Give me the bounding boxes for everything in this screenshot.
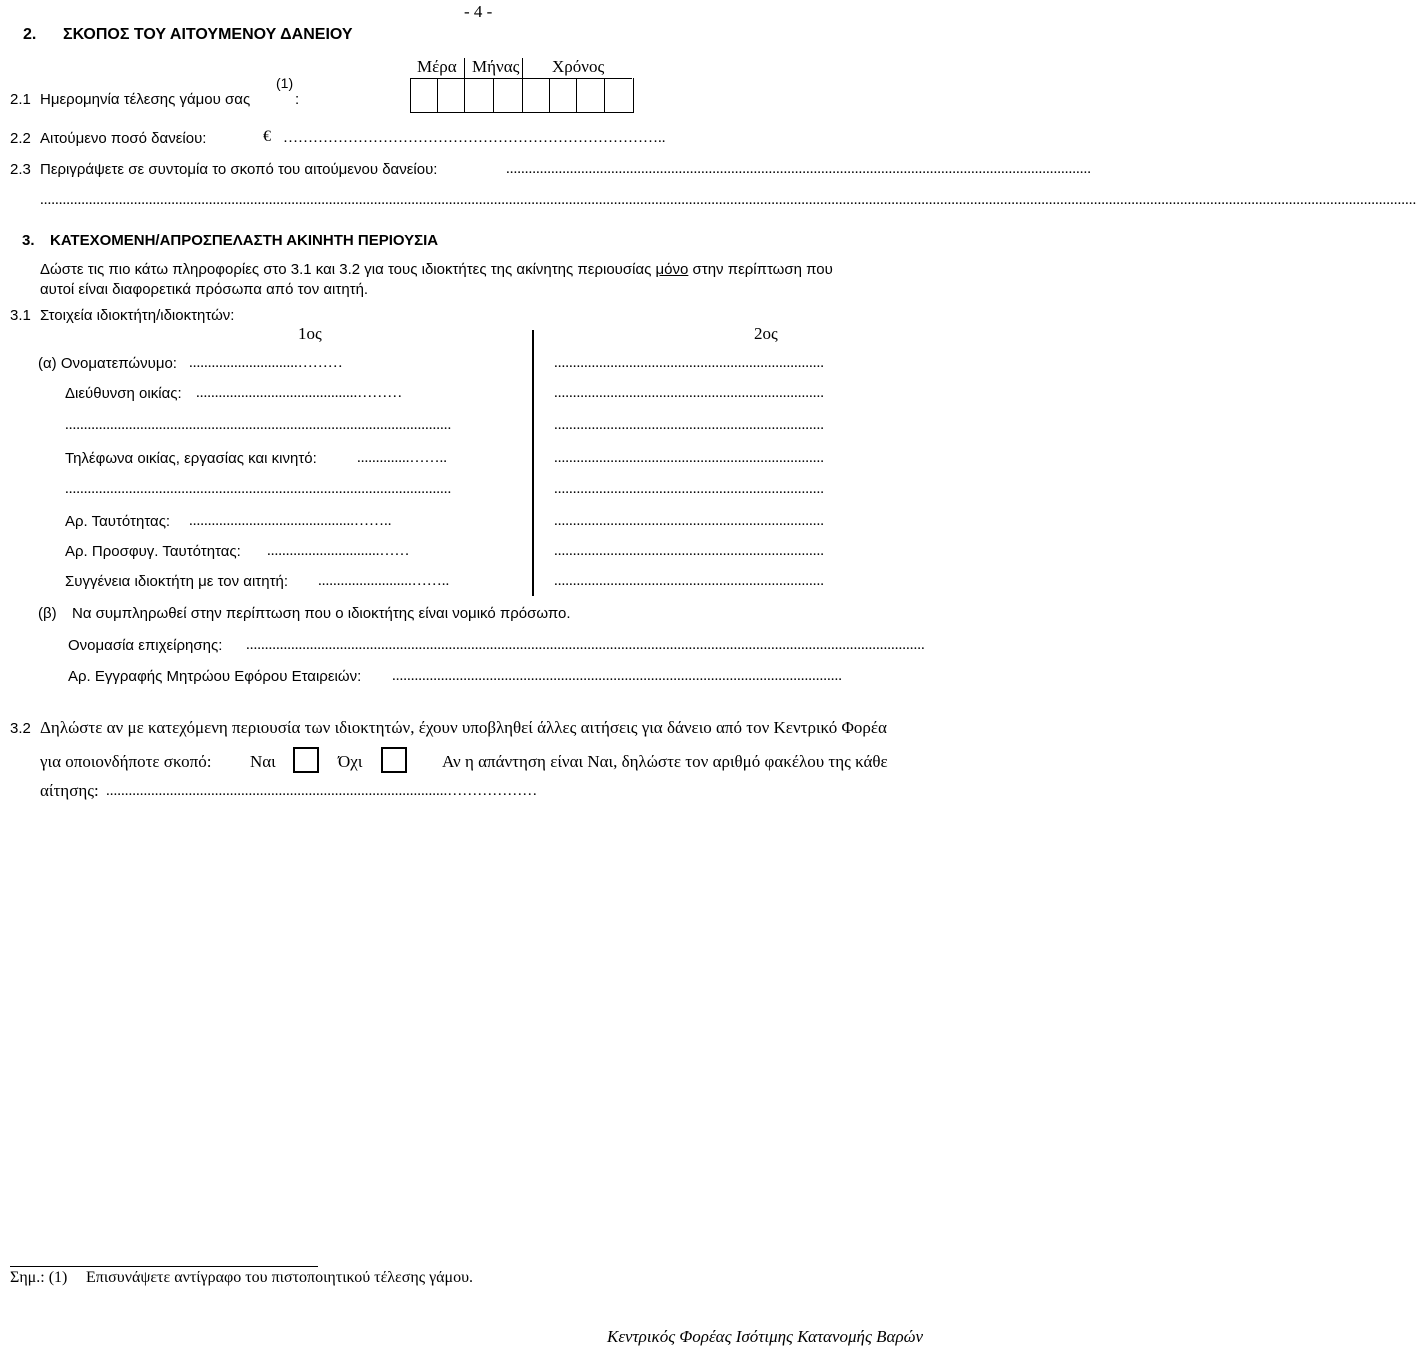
owner-field-label: Αρ. Προσφυγ. Ταυτότητας: xyxy=(65,543,241,560)
owner-2-relation-field[interactable]: ........................................................................ xyxy=(554,573,824,589)
footnote-label: Σημ.: (1) xyxy=(10,1269,68,1286)
footer-organization: Κεντρικός Φορέας Ισότιμης Κατανομής Βαρών xyxy=(607,1327,924,1346)
purpose-field[interactable]: ............................................................................................................................................................ xyxy=(506,161,1091,177)
purpose-continuation-field[interactable]: ............................................................................................................................................................................................................................................................................................................................................................................... xyxy=(40,192,1416,208)
item-b-marker: (β) xyxy=(38,605,57,622)
date-day-digit-1[interactable] xyxy=(410,78,438,113)
owner-2-refugee-id-field[interactable]: ........................................................................ xyxy=(554,543,824,559)
item-3-2-text: Δηλώστε αν με κατεχόμενη περιουσία των ιδιοκτητών, έχουν υποβληθεί άλλες αιτήσεις για δάνειο από τον Κεντρικό Φορέα xyxy=(40,718,887,737)
item-2-3-label: Περιγράψετε σε συντομία το σκοπό του αιτούμενου δανείου: xyxy=(40,161,438,178)
no-label: Όχι xyxy=(338,752,363,771)
date-year-digit-2[interactable] xyxy=(549,78,577,113)
business-name-field[interactable]: ..................................................................................................................................................................................... xyxy=(246,637,925,653)
item-2-1-label: Ημερομηνία τέλεσης γάμου σας (1) : xyxy=(40,75,300,108)
registry-number-field[interactable]: ........................................................................................................................ xyxy=(392,668,842,684)
item-2-2-number: 2.2 xyxy=(10,130,31,147)
owner-1-relation-field[interactable]: .........................…….. xyxy=(318,573,450,589)
owner-1-address-field[interactable]: ...........................................……… xyxy=(196,385,403,401)
date-day-digit-2[interactable] xyxy=(437,78,465,113)
owner-1-address-continuation-field[interactable]: ....................................................................................................... xyxy=(65,417,452,433)
item-3-2-number: 3.2 xyxy=(10,720,31,737)
owner-2-name-field[interactable]: ........................................................................ xyxy=(554,355,824,371)
item-3-1-label: Στοιχεία ιδιοκτήτη/ιδιοκτητών: xyxy=(40,307,235,324)
date-month-header: Μήνας xyxy=(472,57,520,76)
item-3-1-number: 3.1 xyxy=(10,307,31,324)
owner-2-id-field[interactable]: ........................................................................ xyxy=(554,513,824,529)
section-3-intro-line-2: αυτοί είναι διαφορετικά πρόσωπα από τον αιτητή. xyxy=(40,281,369,298)
owner-field-label: (α) Ονοματεπώνυμο: xyxy=(38,355,177,372)
item-3-2-line2-label: για οποιονδήποτε σκοπό: xyxy=(40,752,212,771)
item-2-3-number: 2.3 xyxy=(10,161,31,178)
owner-2-header: 2ος xyxy=(754,324,778,343)
business-name-label: Ονομασία επιχείρησης: xyxy=(68,637,223,654)
section-3-heading: ΚΑΤΕΧΟΜΕΝΗ/ΑΠΡΟΣΠΕΛΑΣΤΗ ΑΚΙΝΗΤΗ ΠΕΡΙΟΥΣΙΑ xyxy=(50,232,439,249)
section-3-intro: Δώστε τις πιο κάτω πληροφορίες στο 3.1 και 3.2 για τους ιδιοκτήτες της ακίνητης περιουσίας μόνο στην περίπτωση που xyxy=(40,261,833,278)
footnote-text: Επισυνάψετε αντίγραφο του πιστοποιητικού τέλεσης γάμου. xyxy=(86,1269,474,1286)
owner-field-label: Τηλέφωνα οικίας, εργασίας και κινητό: xyxy=(65,450,317,467)
owner-2-phones-continuation-field[interactable]: ........................................................................ xyxy=(554,481,824,497)
date-month-digit-2[interactable] xyxy=(493,78,523,113)
owner-1-id-field[interactable]: ............................................…….. xyxy=(189,513,392,529)
owner-1-phones-continuation-field[interactable]: ....................................................................................................... xyxy=(65,481,452,497)
item-3-2-line3-label: αίτησης: xyxy=(40,781,99,800)
owner-field-label: Συγγένεια ιδιοκτήτη με τον αιτητή: xyxy=(65,573,289,590)
item-b-text: Να συμπληρωθεί στην περίπτωση που ο ιδιοκτήτης είναι νομικό πρόσωπο. xyxy=(72,605,571,622)
application-file-numbers-field[interactable]: ...........................................................................................……………… xyxy=(106,783,538,799)
page-number: - 4 - xyxy=(464,2,493,21)
footnote-ref: (1) xyxy=(276,75,294,91)
section-2-heading: ΣΚΟΠΟΣ ΤΟΥ ΑΙΤΟΥΜΕΝΟΥ ΔΑΝΕΙΟΥ xyxy=(63,26,353,43)
owner-1-header: 1ος xyxy=(298,324,322,343)
owner-2-address-continuation-field[interactable]: ........................................................................ xyxy=(554,417,824,433)
date-year-digit-3[interactable] xyxy=(576,78,605,113)
owner-2-phones-field[interactable]: ........................................................................ xyxy=(554,450,824,466)
date-header-separator xyxy=(522,58,523,78)
yes-checkbox[interactable] xyxy=(293,747,319,773)
item-2-1-number: 2.1 xyxy=(10,91,31,108)
date-day-header: Μέρα xyxy=(417,57,457,76)
date-year-digit-1[interactable] xyxy=(522,78,550,113)
owner-field-label: Διεύθυνση οικίας: xyxy=(65,385,182,402)
owner-2-address-field[interactable]: ........................................................................ xyxy=(554,385,824,401)
owner-1-phones-field[interactable]: ..............…….. xyxy=(357,450,447,466)
registry-number-label: Αρ. Εγγραφής Μητρώου Εφόρου Εταιρειών: xyxy=(68,668,362,685)
item-3-2-followup: Αν η απάντηση είναι Ναι, δηλώστε τον αριθμό φακέλου της κάθε xyxy=(442,752,888,771)
owner-field-label: Αρ. Ταυτότητας: xyxy=(65,513,171,530)
owner-1-name-field[interactable]: .............................……… xyxy=(189,355,343,371)
amount-field[interactable]: ………………………………………………………………….. xyxy=(283,130,666,146)
date-header-separator xyxy=(464,58,465,78)
section-2-number: 2. xyxy=(23,26,37,43)
item-2-2-label: Αιτούμενο ποσό δανείου: xyxy=(40,130,207,147)
section-3-number: 3. xyxy=(22,232,35,249)
footnote-separator xyxy=(10,1266,318,1267)
date-year-digit-4[interactable] xyxy=(604,78,634,113)
column-divider xyxy=(532,330,534,596)
euro-sign: € xyxy=(263,128,271,145)
no-checkbox[interactable] xyxy=(381,747,407,773)
owner-1-refugee-id-field[interactable]: ..............................…… xyxy=(267,543,410,559)
date-month-digit-1[interactable] xyxy=(464,78,494,113)
date-year-header: Χρόνος xyxy=(552,57,605,76)
yes-label: Ναι xyxy=(250,752,276,771)
